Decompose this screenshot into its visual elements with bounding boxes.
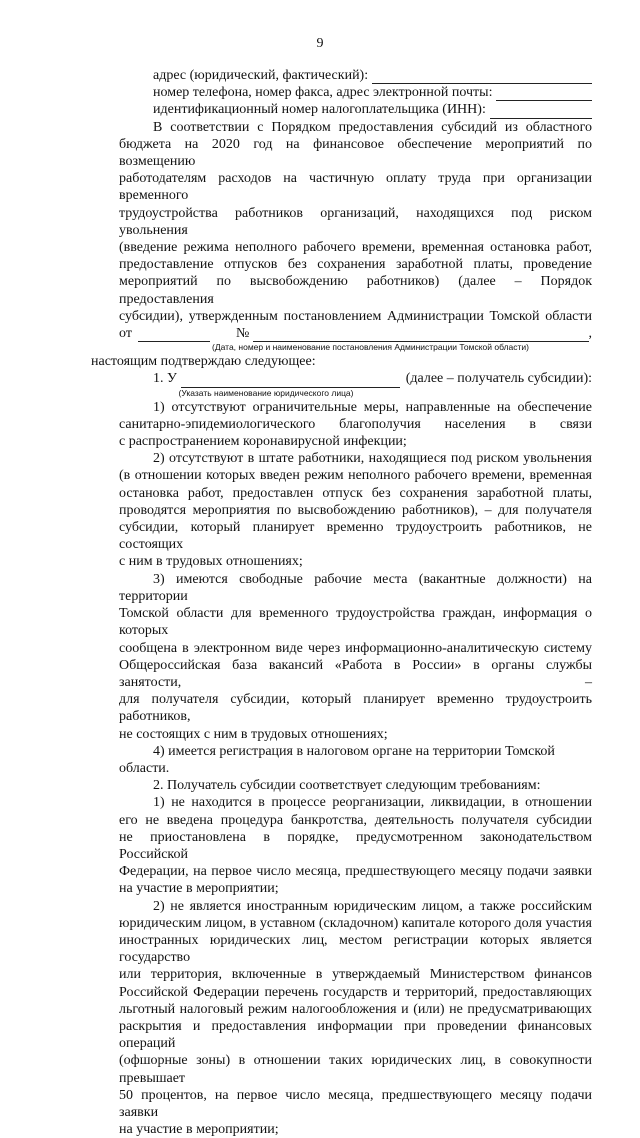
intro-line: трудоустройства работников организаций, находящихся под риском увольнения	[119, 205, 592, 238]
requirement-1	[119, 794, 592, 897]
item1-prefix: 1. У	[153, 371, 177, 387]
phone-blank[interactable]	[496, 87, 592, 101]
inn-label: идентификационный номер налогоплательщика (ИНН):	[153, 102, 486, 118]
item1-suffix: (далее – получатель субсидии):	[405, 371, 592, 387]
sub-item-2	[119, 450, 592, 570]
page-number: 9	[316, 36, 324, 51]
phone-field[interactable]	[119, 84, 592, 101]
intro-line: (введение режима неполного рабочего времени, временная остановка работ,	[119, 240, 592, 256]
req2-line: иностранных юридических лиц, местом регистрации которых является государство	[119, 932, 592, 966]
requirement-2	[119, 898, 592, 1138]
intro-line: мероприятий по высвобождению работников) (далее – Порядок предоставления	[119, 274, 592, 307]
sub3-line: не состоящих с ним в трудовых отношениях;	[119, 726, 388, 742]
decree-number-blank[interactable]	[253, 328, 588, 342]
sub3-line: Томской области для временного трудоустройства граждан, информация о которых	[119, 606, 592, 639]
req2-line: 50 процентов, на первое число месяца, предшествующего месяцу подачи заявки	[119, 1087, 592, 1120]
sub1-line: 1) отсутствуют ограничительные меры, направленные на обеспечение	[153, 399, 592, 415]
item-2-heading: 2. Получатель субсидии соответствует следующим требованиям:	[153, 778, 541, 794]
req2-line: или территория, включенные в утверждаемый Министерством финансов	[119, 967, 592, 983]
sub3-line: сообщена в электронном виде через информационно-аналитическую систему	[119, 640, 592, 656]
sub3-line: Общероссийская база вакансий «Работа в России» в органы службы занятости, –	[119, 657, 592, 690]
sub2-line: субсидии, который планирует временно трудоустроить работников, не состоящих	[119, 520, 592, 553]
phone-label: номер телефона, номер факса, адрес электронной почты:	[153, 85, 493, 101]
sub2-line: с ним в трудовых отношениях;	[119, 554, 303, 570]
document-body	[91, 67, 592, 1138]
req2-line: льготный налоговый режим налогообложения и (или) не предусматривающих	[119, 1001, 592, 1017]
address-label: адрес (юридический, фактический):	[153, 68, 369, 83]
recipient-caption: (Указать наименование юридического лица)	[178, 387, 354, 398]
sub-item-4: 4) имеется регистрация в налоговом органе на территории Томской области.	[119, 743, 555, 776]
req2-line: юридическим лицом, в уставном (складочном) капитале которого доля участия	[119, 915, 592, 931]
req2-line: на участие в мероприятии;	[119, 1122, 279, 1138]
sub-item-1	[119, 399, 592, 451]
intro-line: субсидии), утвержденным постановлением Администрации Томской области	[119, 308, 592, 324]
req1-line: на участие в мероприятии;	[119, 881, 279, 897]
sub2-line: остановка работ, предоставлен отпуск без сохранения заработной платы,	[119, 485, 592, 501]
decree-field[interactable]	[119, 325, 592, 342]
decree-comma: ,	[588, 326, 592, 342]
req2-line: Российской Федерации перечень государств и территорий, предоставляющих	[119, 984, 592, 1000]
req2-line: 2) не является иностранным юридическим лицом, а также российским	[153, 898, 592, 914]
sub2-line: 2) отсутствуют в штате работники, находящиеся под риском увольнения	[153, 451, 592, 467]
intro-line: работодателям расходов на частичную оплату труда при организации временного	[119, 171, 592, 204]
decree-caption: (Дата, номер и наименование постановления Администрации Томской области)	[212, 342, 529, 353]
sub1-line: с распространением коронавирусной инфекции;	[119, 434, 407, 450]
req1-line: 1) не находится в процессе реорганизации, ликвидации, в отношении	[153, 795, 592, 811]
req2-line: раскрытия и предоставления информации при проведении финансовых операций	[119, 1018, 592, 1052]
req1-line: не приостановлена в порядке, предусмотренном законодательством Российской	[119, 829, 592, 862]
recipient-field[interactable]	[119, 370, 592, 387]
number-label: №	[235, 326, 250, 342]
address-field[interactable]	[119, 67, 592, 84]
intro-line: бюджета на 2020 год на финансовое обеспечение мероприятий по возмещению	[119, 136, 592, 170]
sub2-line: (в отношении которых введен режим неполного рабочего времени, временная	[119, 468, 592, 484]
intro-line: В соответствии с Порядком предоставления субсидий из областного	[153, 119, 592, 135]
intro-line: предоставление отпусков без сохранения заработной платы, проведение	[119, 257, 592, 273]
from-label: от	[119, 326, 132, 342]
intro-paragraph	[119, 119, 592, 325]
address-blank[interactable]	[372, 70, 592, 84]
sub1-line: санитарно-эпидемиологического благополучия населения в связи	[119, 416, 592, 432]
sub3-line: 3) имеются свободные рабочие места (вакантные должности) на территории	[119, 571, 592, 604]
sub3-line: для получателя субсидии, который планирует временно трудоустроить работников,	[119, 692, 592, 725]
sub-item-3	[119, 571, 592, 743]
decree-date-blank[interactable]	[138, 328, 210, 342]
req2-line: (офшорные зоны) в отношении таких юридических лиц, в совокупности превышает	[119, 1053, 592, 1086]
confirm-text: настоящим подтверждаю следующее:	[91, 354, 316, 370]
sub2-line: проводятся мероприятия по высвобождению работников), – для получателя	[119, 502, 592, 518]
inn-field[interactable]	[119, 101, 592, 118]
recipient-name-blank[interactable]	[181, 374, 400, 388]
inn-blank[interactable]	[490, 105, 592, 119]
req1-line: его не введена процедура банкротства, деятельность получателя субсидии	[119, 812, 592, 828]
req1-line: Федерации, на первое число месяца, предшествующего месяцу подачи заявки	[119, 864, 592, 880]
